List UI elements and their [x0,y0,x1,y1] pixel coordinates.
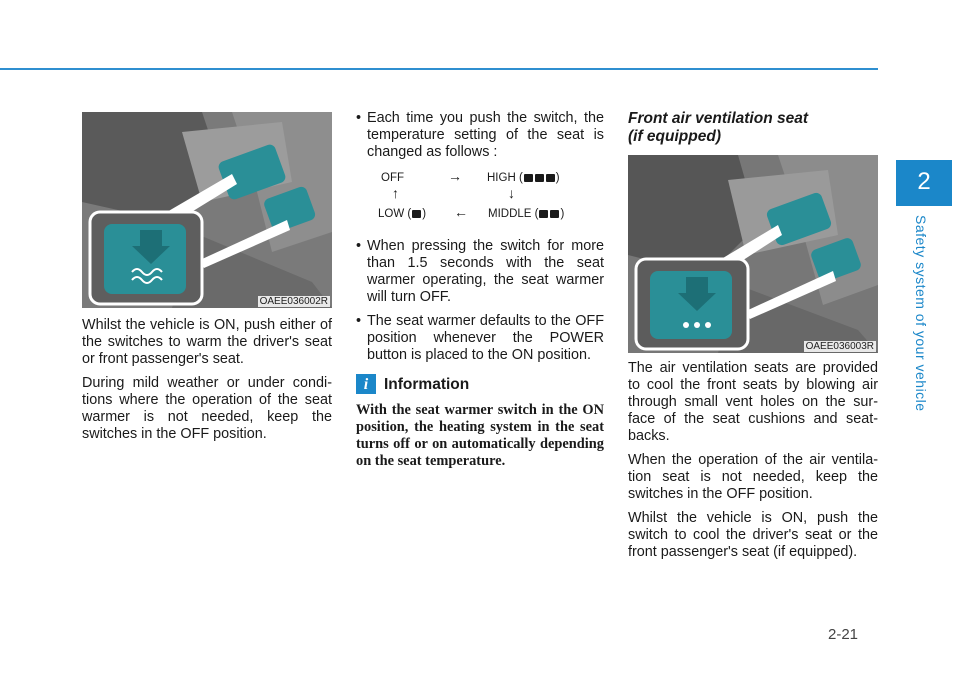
image-code: OAEE036002R [259,296,328,307]
seq-middle-label: MIDDLE ( [488,208,539,220]
arrow-up: ↑ [392,185,399,201]
seq-off: OFF [381,172,404,184]
arrow-right: → [448,168,462,184]
arrow-down: ↓ [508,185,515,201]
paragraph: The air ventilation seats are provided to cool the front seats by blowing air through small vent holes on the sur-face of the seat cushions and seat-backs. [628,360,878,444]
paragraph: Whilst the vehicle is ON, push either of the switches to warm the driver's seat or front passenger's seat. [82,317,332,367]
information-title: Information [384,375,470,393]
arrow-left: ← [454,204,468,220]
info-icon: i [356,374,376,394]
seq-close: ) [560,208,565,220]
indicator-light [539,210,548,218]
chapter-tab [896,160,952,206]
information-text: With the seat warmer switch in the ON position, the heating system in the seat turns off or on automatically depending on the seat temperature. [356,402,604,469]
seq-low-label: LOW ( [378,208,412,220]
indicator-light [412,210,421,218]
bullet-list [356,238,604,364]
bullet-list [356,110,604,161]
middle-column [356,110,604,470]
right-column [628,110,878,153]
ventilation-switch-illustration [628,155,878,353]
indicator-light [546,174,555,182]
indicator-light [535,174,544,182]
bullet-item: • The seat warmer defaults to the OFF position whenever the POWER button is placed to the ON position. [356,313,604,364]
seat-warmer-switch-photo [82,112,332,308]
temperature-sequence [356,168,604,228]
seat-warmer-switch-illustration [82,112,332,308]
section-title-line: (if equipped) [628,128,721,145]
page-number: 2-21 [828,626,859,643]
indicator-light [550,210,559,218]
paragraph: Whilst the vehicle is ON, push the switch to cool the driver's seat or the front passenger's seat (if equipped). [628,510,878,560]
section-title-line: Front air ventilation seat [628,110,809,127]
image-code: OAEE036003R [805,341,874,352]
header-rule [0,68,878,70]
left-column [82,317,332,450]
seq-high-label: HIGH ( [487,172,523,184]
paragraph: During mild weather or under condi-tions where the operation of the seat warmer is not needed, keep the switches in the OFF position. [82,375,332,442]
bullet-item: • Each time you push the switch, the temperature setting of the seat is changed as follows : [356,110,604,161]
seq-high [487,170,560,187]
seq-middle [488,206,564,223]
seq-low [378,206,426,223]
information-header [356,374,604,394]
paragraph: When the operation of the air ventila-tion seat is not needed, keep the switches in the OFF position. [628,452,878,502]
seq-close: ) [422,208,427,220]
chapter-number: 2 [917,168,931,195]
right-column-body [628,360,878,568]
bullet-item: • When pressing the switch for more than 1.5 seconds with the seat warmer operating, the seat warmer will turn OFF. [356,238,604,306]
indicator-light [524,174,533,182]
section-title [628,110,878,146]
seq-close: ) [555,172,560,184]
ventilation-seat-switch-photo [628,155,878,353]
chapter-title: Safety system of your vehicle [913,215,929,412]
